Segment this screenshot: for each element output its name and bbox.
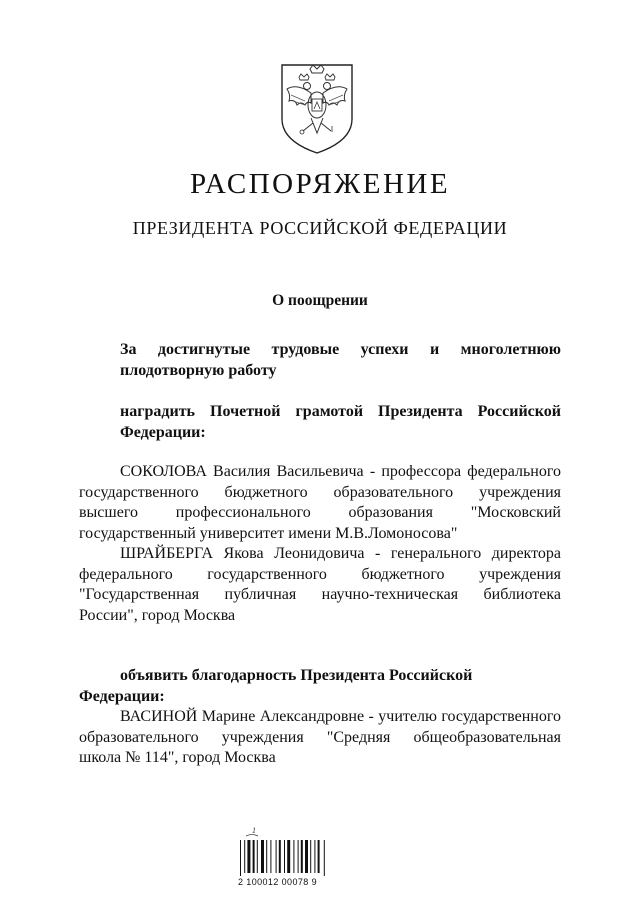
awardee-line: высшего профессионального образования "Московский [79,504,561,521]
gratitude-line: ВАСИНОЙ Марине Александровне - учителю государственного [120,708,561,725]
award-section-paragraph [79,402,561,443]
russian-coat-of-arms-icon [277,55,357,155]
awardee-line: государственный университет имени М.В.Ломоносова" [79,524,458,542]
coat-of-arms-emblem [277,55,357,155]
awardee-line: ШРАЙБЕРГА Якова Леонидовича - генерального директора [120,545,561,562]
awardee-line: федерального государственного бюджетного учреждения [79,565,561,583]
awardee-paragraph [79,544,561,626]
barcode [238,824,348,876]
awardee-line: "Государственная публичная научно-техническая библиотека [79,586,561,603]
awardee-line: государственного бюджетного образовательного учреждения [79,483,561,501]
barcode-icon [238,824,348,876]
preamble-paragraph [79,340,561,381]
awardee-line: СОКОЛОВА Василия Васильевича - профессора федерального [120,463,561,480]
gratitude-line: школа № 114", город Москва [79,749,276,766]
barcode-number: 2 100012 00078 9 [238,877,317,887]
gratitude-section-paragraph [79,666,561,707]
preamble-line: За достигнутые трудовые успехи и многолетнюю [120,341,561,358]
awardee-line: России", город Москва [79,606,236,624]
gratitude-line: образовательного учреждения "Средняя общеобразовательная [79,728,561,746]
preamble-line: плодотворную работу [120,361,277,379]
barcode-stamp: 1 [252,826,256,835]
document-subtitle: ПРЕЗИДЕНТА РОССИЙСКОЙ ФЕДЕРАЦИИ [132,218,508,238]
document-title: РАСПОРЯЖЕНИЕ [189,168,451,200]
award-section-line: наградить Почетной грамотой Президента Российской [120,403,561,420]
award-section-line: Федерации: [120,423,206,441]
gratitude-section-line: объявить благодарность Президента Российской Федерации: [79,667,473,705]
document-heading: О поощрении [272,292,368,309]
awardee-paragraph [79,462,561,544]
gratitude-paragraph [79,707,561,769]
